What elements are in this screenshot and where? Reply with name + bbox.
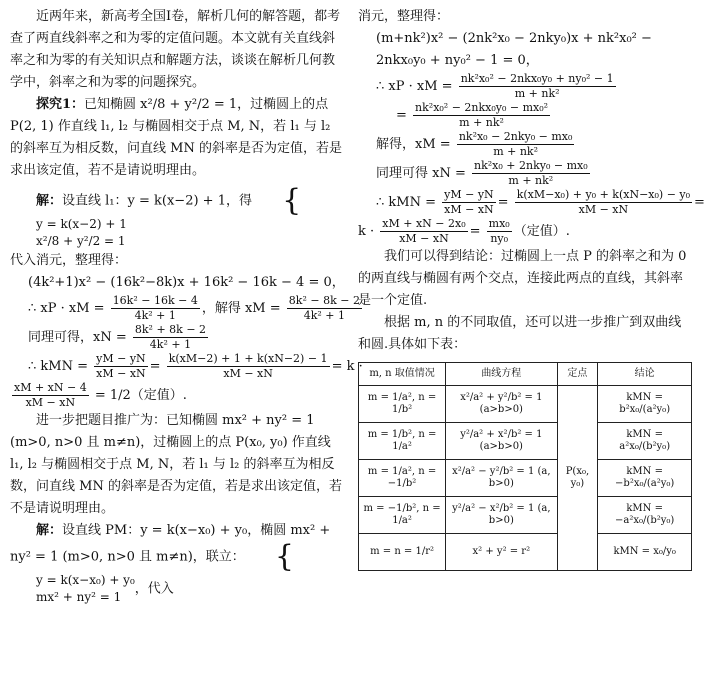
- equation-text: 解得，xM =: [376, 137, 451, 152]
- numerator: 8k² + 8k − 2: [134, 323, 207, 336]
- numerator: k(xM−2) + 1 + k(xN−2) − 1: [168, 352, 328, 365]
- system-eq-line: y = k(x−x₀) + y₀: [36, 573, 135, 587]
- product-equation: [376, 72, 694, 101]
- table-cell: x²/a² + y²/b² = 1 (a>b>0): [446, 386, 557, 423]
- fraction: [111, 294, 200, 323]
- quadratic-equation: (m+nk²)x² − (2nk²x₀ − 2nky₀)x + nk²x₀² − 2nkx₀y₀ + ny₀² − 1 = 0，: [376, 31, 652, 68]
- fraction: [167, 352, 330, 381]
- numerator: 8k² − 8k − 2: [288, 294, 360, 307]
- fraction: [287, 294, 362, 323]
- numerator: mx₀: [488, 217, 510, 230]
- denominator: xM − xN: [444, 203, 494, 216]
- solution-line: [10, 183, 345, 250]
- table-header-cell: 结论: [598, 363, 692, 386]
- numerator: nk²x₀ + 2nky₀ − mx₀: [474, 159, 588, 172]
- system-brace: {: [282, 183, 302, 218]
- fixed-point-cell: P(x₀, y₀): [557, 386, 598, 571]
- equation-text: ∴ xP · xM =: [376, 79, 453, 94]
- denominator: m + nk²: [508, 174, 554, 187]
- equation-text: 同理可得，xN =: [28, 330, 127, 345]
- numerator: nk²x₀² − 2nkx₀y₀ − mx₀²: [415, 101, 549, 114]
- denominator: m + nk²: [459, 116, 504, 129]
- table-row: [359, 497, 692, 534]
- table-cell: y²/a² − x²/b² = 1 (a, b>0): [446, 497, 557, 534]
- solution-text: 设直线 PM：y = k(x−x₀) + y₀，椭圆 mx² + ny² = 1 (m>0, n>0 且 m≠n)，联立：: [10, 523, 331, 565]
- summary-table: [358, 362, 692, 571]
- fraction: [380, 217, 467, 246]
- system-brace: {: [274, 539, 295, 574]
- table-cell: m = 1/a², n = −1/b²: [359, 460, 446, 497]
- table-cell: y²/a² + x²/b² = 1 (a>b>0): [446, 423, 557, 460]
- conclusion-paragraph: 我们可以得到结论：过椭圆上一点 P 的斜率之和为 0 的两直线与椭圆有两个交点，连接此两点的直线，其斜率是一个定值.: [358, 249, 687, 308]
- numerator: xM + xN − 4: [14, 381, 87, 394]
- numerator: xM + xN − 2x₀: [382, 217, 466, 230]
- system-eq-line: mx² + ny² = 1: [36, 590, 122, 604]
- table-cell: x² + y² = r²: [446, 534, 557, 571]
- denominator: xM − xN: [223, 367, 273, 380]
- table-cell: m = 1/a², n = 1/b²: [359, 386, 446, 423]
- fraction: [94, 352, 148, 381]
- xn-equation: [376, 159, 694, 188]
- table-cell: x²/a² − y²/b² = 1 (a, b>0): [446, 460, 557, 497]
- table-cell: m = n = 1/r²: [359, 534, 446, 571]
- equation-text: =: [469, 224, 481, 239]
- numerator: yM − yN: [444, 188, 494, 201]
- slope-equation: ∴ kMN = $\frac{yM - yN}{xM - xN}$ = $\frac{\text{k(xM−x₀) + y₀ + k(xN−x₀) − y₀}}{xM - xN}$ =: [376, 188, 705, 216]
- explore-label: 探究1：: [36, 97, 85, 112]
- equation-text: ，代入: [134, 581, 174, 597]
- product-equation: [28, 294, 360, 323]
- numerator: 16k² − 16k − 4: [112, 294, 198, 307]
- substitute-text: 代入消元，整理得：: [10, 253, 128, 268]
- system-eq-line: x²/8 + y²/2 = 1: [36, 234, 126, 248]
- fraction: [442, 188, 496, 217]
- fraction: [472, 159, 590, 188]
- table-header-row: [359, 363, 692, 386]
- table-header-cell: m, n 取值情况: [359, 363, 446, 386]
- equation-system: [10, 216, 127, 250]
- denominator: 4k² + 1: [303, 309, 346, 322]
- equation-text: （定值）.: [513, 224, 570, 239]
- denominator: xM − xN: [96, 367, 146, 380]
- table-cell: kMN = −a²x₀/(b²y₀): [598, 497, 692, 534]
- fraction: [133, 323, 208, 352]
- fraction: [457, 130, 575, 159]
- table-row: [359, 534, 692, 571]
- numerator: yM − yN: [96, 352, 146, 365]
- denominator: m + nk²: [514, 87, 560, 100]
- equation-text: ∴ kMN =: [28, 359, 88, 374]
- equation-text: = 1/2（定值）.: [94, 388, 187, 403]
- fraction: [413, 101, 550, 130]
- equation-text: k ·: [358, 224, 375, 239]
- denominator: xM − xN: [578, 203, 629, 216]
- generalization-paragraph: 进一步把题目推广为：已知椭圆 mx² + ny² = 1 (m>0, n>0 且 m≠n)，过椭圆上的点 P(x₀, y₀) 作直线 l₁, l₂ 与椭圆相交于点 M, N，若 l₁ 与 l₂ 的斜率互为相反数，问直线 MN 的斜率是否为定值，若是求出该定值，若不是请说明理由。: [10, 413, 342, 516]
- quadratic-equation: (4k²+1)x² − (16k²−8k)x + 16k² − 16k − 4 = 0，: [28, 275, 345, 290]
- slope-result: [358, 217, 694, 246]
- table-cell: kMN = a²x₀/(b²y₀): [598, 423, 692, 460]
- table-row: [359, 460, 692, 497]
- extension-paragraph: 根据 m, n 的不同取值，还可以进一步推广到双曲线和圆.具体如下表：: [358, 315, 682, 352]
- solution-label: 解：: [36, 523, 63, 538]
- equation-system: [10, 572, 135, 606]
- denominator: ny₀: [490, 232, 509, 245]
- xm-equation: [376, 130, 694, 159]
- denominator: 4k² + 1: [149, 338, 192, 351]
- right-column: [358, 6, 705, 571]
- table-header-cell: 曲线方程: [446, 363, 557, 386]
- fraction: [487, 217, 512, 246]
- table-header-cell: 定点: [557, 363, 598, 386]
- fraction: [12, 381, 89, 410]
- slope-result: [10, 381, 345, 410]
- numerator: nk²x₀² − 2nkx₀y₀ + ny₀² − 1: [460, 72, 614, 85]
- solution-label: 解：: [36, 193, 63, 209]
- table-row: [359, 386, 692, 423]
- fraction: [515, 188, 692, 217]
- denominator: xM − xN: [399, 232, 449, 245]
- table-cell: m = −1/b², n = 1/a²: [359, 497, 446, 534]
- equation-text: = k ·: [331, 359, 363, 374]
- table-cell: kMN = b²x₀/(a²y₀): [598, 386, 692, 423]
- product-equation-2: = $\frac{\text{nk²x₀² − 2nkx₀y₀ − mx₀²}}{\text{m + nk²}}$: [396, 101, 549, 129]
- equation-text: ∴ xP · xM =: [28, 301, 105, 316]
- equation-text: ∴ kMN =: [376, 195, 436, 210]
- system-eq-line: y = k(x−2) + 1: [36, 217, 127, 231]
- xn-equation: [28, 323, 345, 352]
- explore-paragraph: [10, 94, 345, 182]
- equation-text: 同理可得 xN =: [376, 166, 466, 181]
- left-column: [10, 6, 363, 606]
- solution2-line: [10, 520, 345, 606]
- intro-paragraph: 近两年来，新高考全国Ⅰ卷，解析几何的解答题，都考查了两直线斜率之和为零的定值问题。本文就有关直线斜率之和为零的有关知识点和解题方法，谈谈在解析几何教学中，斜率之和为零的问题探究。: [10, 9, 341, 90]
- denominator: m + nk²: [493, 145, 539, 158]
- equation-text: ，解得 xM =: [201, 301, 281, 316]
- numerator: k(xM−x₀) + y₀ + k(xN−x₀) − y₀: [516, 188, 691, 201]
- substitute-text: 消元，整理得：: [358, 9, 450, 24]
- table-cell: kMN = −b²x₀/(a²y₀): [598, 460, 692, 497]
- table-row: [359, 423, 692, 460]
- explore-text: 已知椭圆 x²/8 + y²/2 = 1，过椭圆上的点 P(2, 1) 作直线 l₁, l₂ 与椭圆相交于点 M, N，若 l₁ 与 l₂ 的斜率互为相反数，问直线 MN 的斜率是否为定值，若是求出该定值，若不是请说明理由。: [10, 97, 342, 178]
- denominator: xM − xN: [25, 396, 76, 409]
- denominator: 4k² + 1: [134, 309, 176, 322]
- fraction: [459, 72, 616, 101]
- solution-text: 设直线 l₁：y = k(x−2) + 1，得: [62, 193, 252, 209]
- slope-equation: ∴ kMN = $\frac{yM - yN}{xM - xN}$ = $\frac{k(xM-2) + 1 + k(xN-2) - 1}{xM - xN}$ = k ·: [28, 352, 363, 380]
- numerator: nk²x₀ − 2nky₀ − mx₀: [458, 130, 573, 143]
- table-cell: m = 1/b², n = 1/a²: [359, 423, 446, 460]
- table-cell: kMN = x₀/y₀: [598, 534, 692, 571]
